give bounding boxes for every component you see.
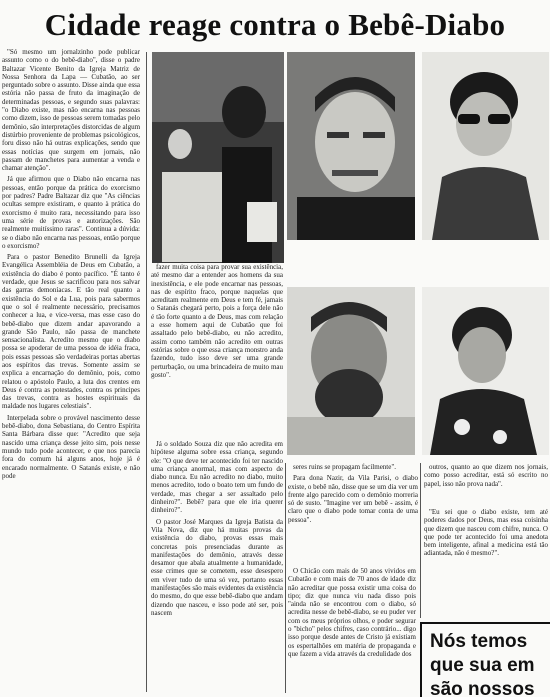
column-divider: [146, 52, 147, 692]
paragraph: "Eu sei que o diabo existe, tem até poderes dados por Deus, mas essa coisinha que dizem que nasceu com chifre, nunca. O que pode ter acontecido foi uma anedota bem inteligente, afinal a medicina está tão adiantada, não é mesmo?".: [424, 508, 548, 558]
paragraph: O Chicão com mais de 50 anos vividos em Cubatão e com mais de 70 anos de idade diz não acreditar que possa existir uma coisa do tipo; diz que nunca viu nada disso pois "ainda não se encontrou com o diabo, só acredita nesse de bebê-diabo, se eu puder ver com os meus próprios olhos, e poder segurar o "bicho" pelos chifres, caso contrário... digo isso porque desde antes de Cristo já existiam os espertalhões em matéria de propaganda e que fazem a vida através da credulidade dos: [288, 567, 416, 658]
headline: Cidade reage contra o Bebê-Diabo: [44, 7, 506, 42]
paragraph: Já o soldado Souza diz que não acredita em hipótese alguma sobre essa criança, segundo ele: "O que deve ter acontecido foi ter nascido uma criança anormal, mas com aspecto de diabo nunca. Eu não acredito no diabo, muito menos acredito, todo o boato tem um fundo de verdade, mas chegar a ser assaltado pelo dinheiro?". Bebê? para que ele iria querer dinheiro?".: [151, 440, 283, 515]
teaser-line-1: Nós temos: [430, 631, 528, 652]
paragraph: seres ruins se propagam facilmente".: [293, 463, 396, 471]
photo-man-portrait: [287, 52, 415, 240]
photo-woman-sunglasses: [422, 52, 549, 240]
paragraph: O pastor José Marques da Igreja Batista da Vila Nova, diz que há muitas provas da existência do diabo, provas essas mais concretas pois presenciadas durante as manifestações do demônio, através desse desamor que abala atualmente a humanidade, esse crimes que se cometem, esse desespero em viver tudo de uma só vez, portanto essas manifestações são mais evidentes da existência do mesmo, do que esse bebê-diabo que andam dizendo que nasceu, e isso pode até ser, pois nascem: [151, 517, 283, 617]
column-divider: [285, 463, 286, 693]
paragraph: Interpelada sobre o provável nascimento desse bebê-diabo, dona Sebastiana, do Centro Espírita Santa Bárbara disse que: "Acredito que seja nascido uma criança desse jeito sim, pois nesse mundo tudo pode acontecer, e que nos parecia fora do comum há alguns anos, hoje já é encarado normalmente. O Satanás existe, e não pode: [2, 413, 140, 480]
paragraph: Já que afirmou que o Diabo não encarna nas pessoas, então porque da prática do exorcismo por padres? Padre Baltazar diz que "As ciências ocultas sempre existiram, e quanto à prática do exorcismo é muito rara, necessitando para isso uma série de provas e autorizações. São realmente muitíssimo raras". Continua a dúvida: se o diabo não encarna nas pessoas, então porque o exorcismo?: [2, 175, 140, 250]
article-column-5: [288, 567, 416, 693]
paragraph: Para o pastor Benedito Brunelli da Igreja Evangélica Assembléia de Deus em Cubatão, a existência do diabo é ponto pacífico. "É tanto é verdade, que Jesus se sacrificou para nos salvar das garras demoníacas. E tão real quanto a existência do Sol e da Lua, pois para sabermos que o sol é realmente necessário, precisamos conhecer a lua, e vice-versa, mas esse caso do bebê-diabo que dizem andar apavorando a grande São Paulo, não passa de manchete sensacionalista. Acredito mesmo que o diabo possa se apoderar de uma pessoa de idéia fraca, pois essas pessoas são verdadeiras portas abertas aos espíritos das trevas. Somente assim se explica a encarnação do demônio, pois, como relatou o apóstolo Paulo, a luta dos crentes em Deus é contra as potestades, contra os principes das trevas, contra as hostes espirituais da maldade nos lugares celestiais".: [2, 253, 140, 411]
paragraph: fazer muita coisa para provar sua existência, até mesmo dar a entender aos homens da sua inexistência, e ele pode encarnar nas pessoas, nas de espírito fraco, porque naquelas que acreditam realmente em Deus e tem fé, jamais o Satanás chegará perto, pois a força dele não é tão forte quanto a de Deus, mas com relação a esse homem aqui de Cubatão que foi assaltado pelo bebê-diabo, eu não acredito, assim como também não acredito em outras estórias sobre o que essa criança monstro anda fazendo, tudo isso deve ser uma grande perturbação, ou uma brincadeira de muito mau gosto".: [151, 263, 283, 379]
paragraph: outros, quanto ao que dizem nos jornais, como posso acreditar, está só escrito no papel, isso não prova nada".: [424, 463, 548, 488]
column-divider: [420, 463, 421, 618]
article-column-3: [151, 440, 283, 694]
teaser-line-2: que sua em: [430, 655, 535, 676]
photo-older-woman: [422, 287, 549, 455]
teaser-line-3: são nossos: [430, 679, 535, 697]
boxed-teaser: [420, 622, 550, 697]
paragraph: Para dona Nazir, da Vila Parisi, o diabo existe, o bebê não, disse que se um dia ver um frente algo parecido com o demônio morreria só de susto. "Imagine ver um bebê - assim, é claro que o diabo pode tomar conta de uma pessoa".: [288, 474, 418, 524]
article-column-1: [2, 48, 140, 694]
photo-priest: [152, 52, 284, 263]
photo-bearded-man: [287, 287, 415, 455]
paragraph: "Só mesmo um jornalzinho pode publicar assunto como o do bebê-diabo", disse o padre Baltazar Vicente Benito da Igreja Matriz de Nossa Senhora da Lapa — Cubatão, ao ser perguntado sobre o assunto. Disse ainda que essa estória não passa de fruto da imaginação de determinadas pessoas, e segundo suas palavras: "o Diabo existe, mas não encarna nas pessoas como dizem, isso de pessoas serem tomadas pelo demônio, são interpretações distorcidas de algum distúrbio proveniente de problemas psicológicos, foru disso não há outras explicações, sendo que essas notícias que surgem em jornais, não passam de manchetes para aumentar a venda e chamar atenção".: [2, 48, 140, 173]
article-column-6: [424, 463, 548, 501]
article-column-7: [424, 508, 548, 608]
